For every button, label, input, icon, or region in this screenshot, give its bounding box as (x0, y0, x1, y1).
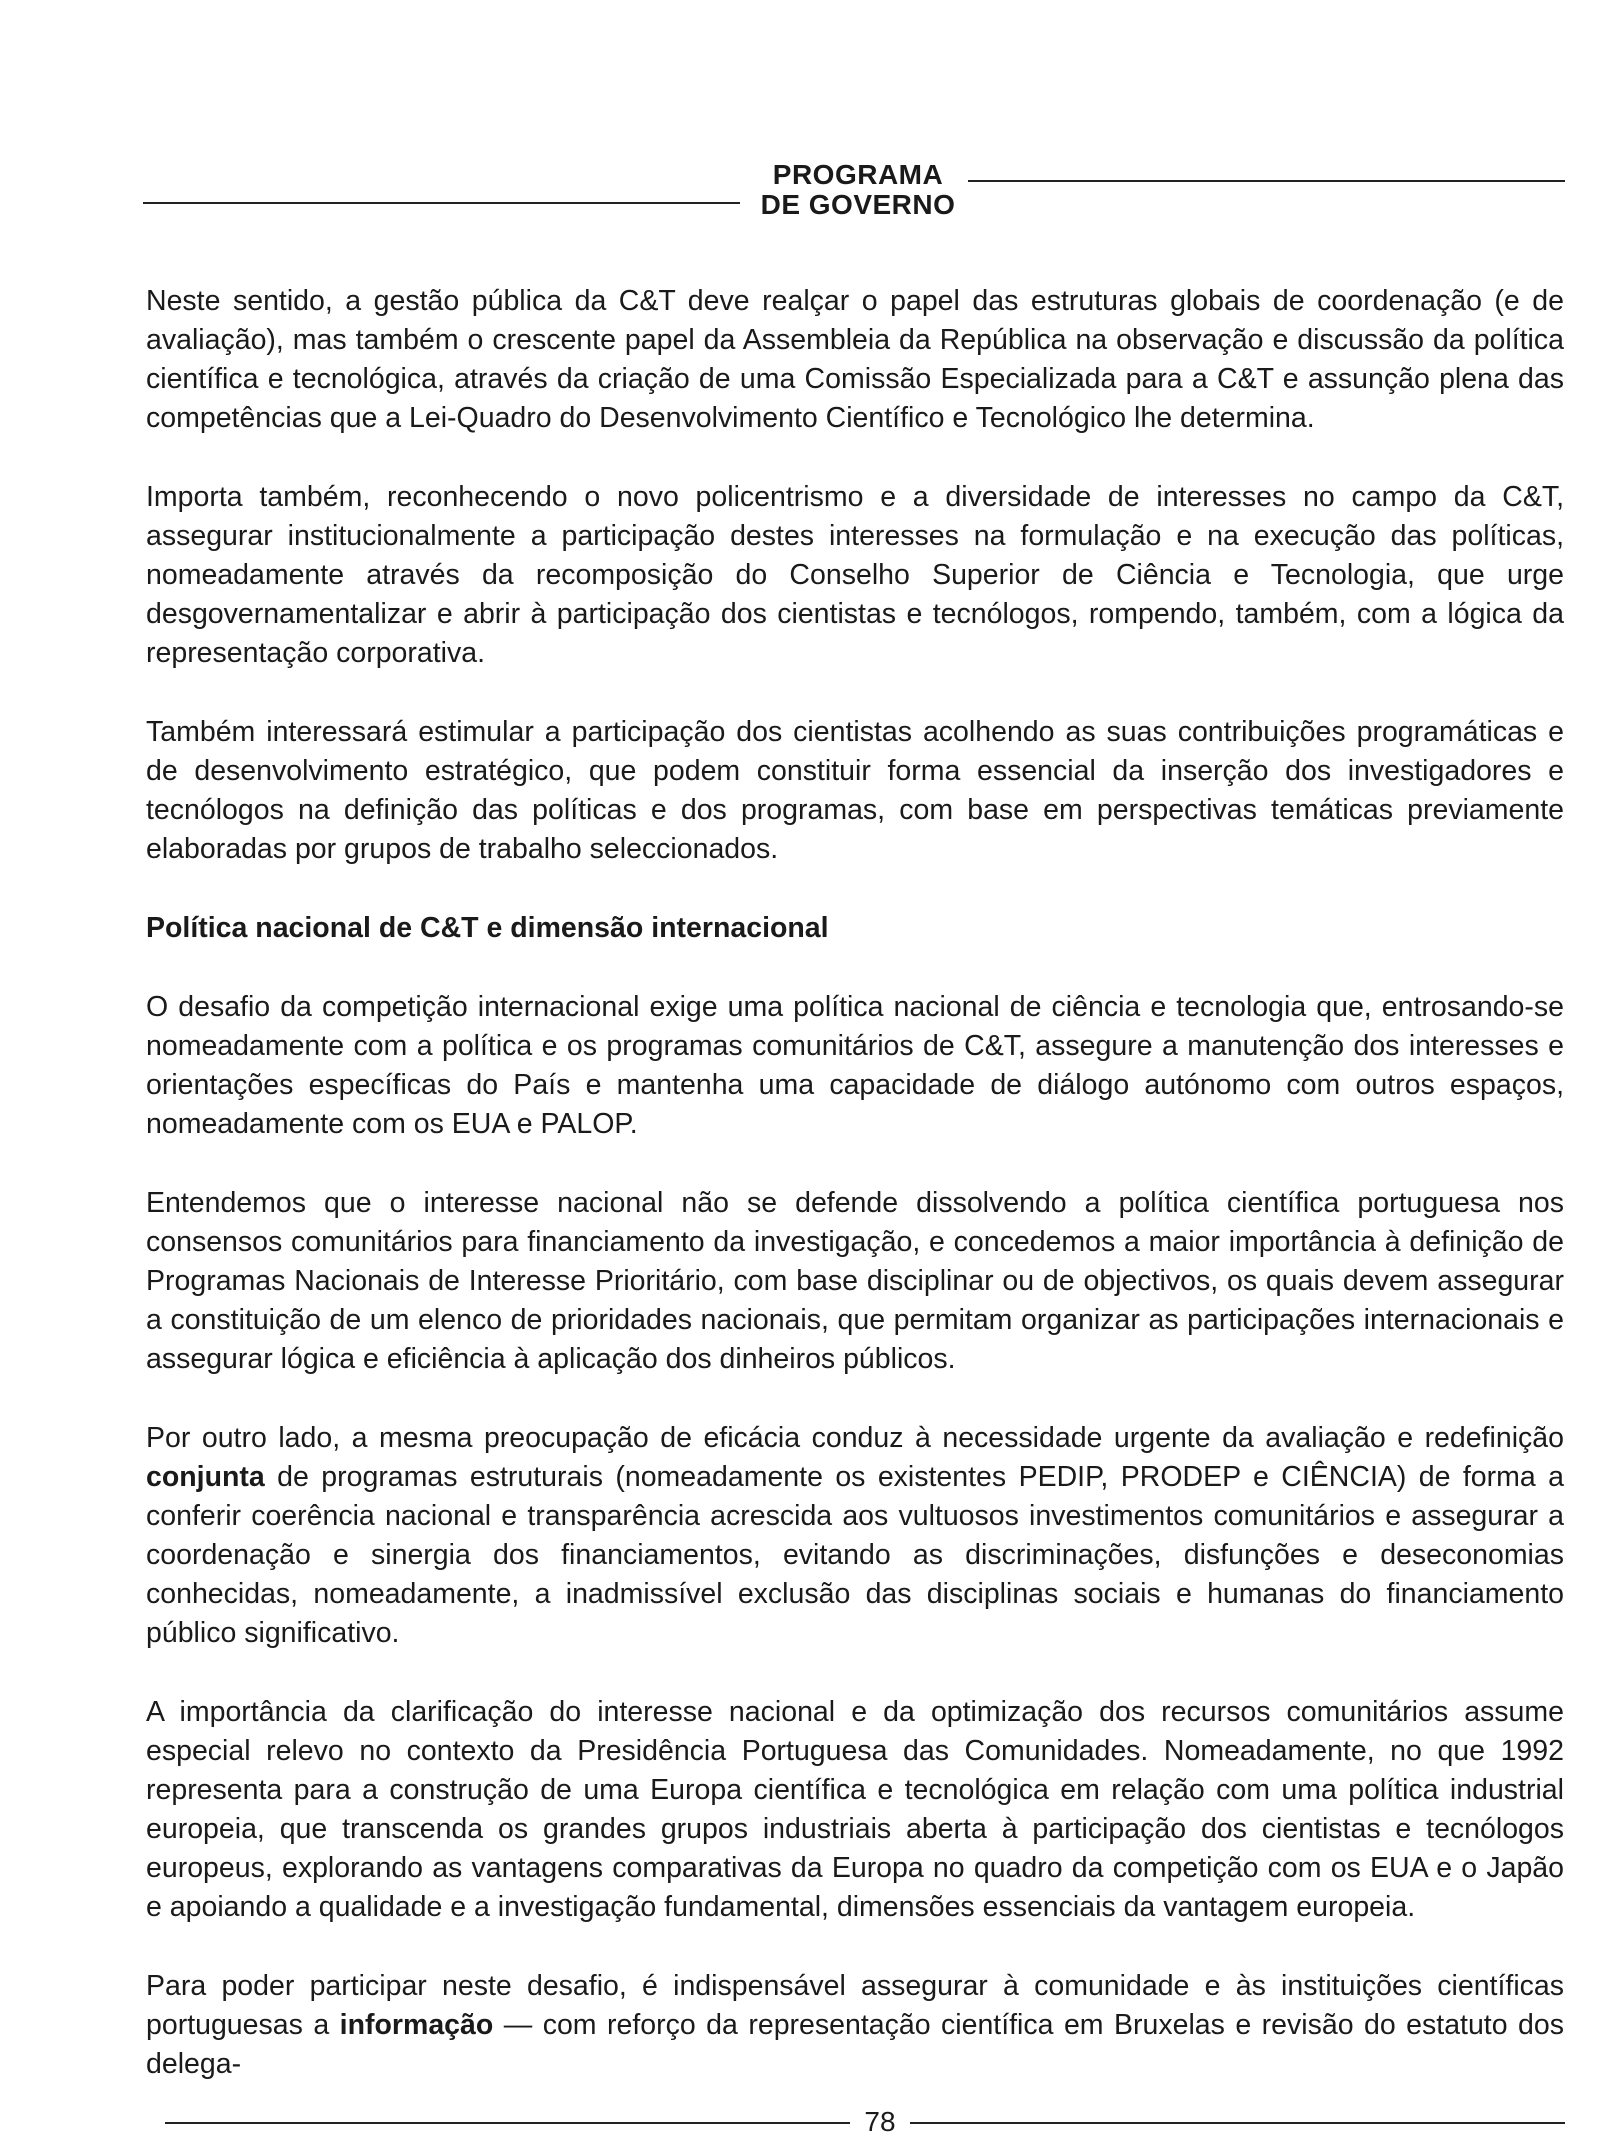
paragraph-2: Importa também, reconhecendo o novo policentrismo e a diversidade de interesses no campo da C&T, assegurar institucionalmente a participação destes interesses na formulação e na execução das políticas, nomeadamente através da recomposição do Conselho Superior de Ciência e Tecnologia, que urge desgovernamentalizar e abrir à participação dos cientistas e tecnólogos, rompendo, também, com a lógica da representação corporativa. (146, 481, 1564, 669)
header-rule-right (968, 180, 1565, 182)
paragraph-1: Neste sentido, a gestão pública da C&T deve realçar o papel das estruturas globais de coordenação (e de avaliação), mas também o crescente papel da Assembleia da República na observação e discussão da política científica e tecnológica, através da criação de uma Comissão Especializada para a C&T e assunção plena das competências que a Lei-Quadro do Desenvolvimento Científico e Tecnológico lhe determina. (146, 285, 1564, 434)
paragraph-8-text-start: Para poder participar neste desafio, é indispensável assegurar à comunidade e às instituições científicas portuguesas a (146, 1970, 1564, 2041)
paragraph-7: A importância da clarificação do interesse nacional e da optimização dos recursos comunitários assume especial relevo no contexto da Presidência Portuguesa das Comunidades. Nomeadamente, no que 1992 representa para a construção de uma Europa científica e tecnológica em relação com uma política industrial europeia, que transcenda os grandes grupos industriais aberta à participação dos cientistas e tecnólogos europeus, explorando as vantagens comparativas da Europa no quadro da competição com os EUA e o Japão e apoiando a qualidade e a investigação fundamental, dimensões essenciais da vantagem europeia. (146, 1696, 1564, 1923)
page-footer (165, 2105, 1565, 2139)
footer-rule-left (165, 2122, 850, 2124)
paragraph-4: O desafio da competição internacional exige uma política nacional de ciência e tecnologia que, entrosando-se nomeadamente com a política e os programas comunitários de C&T, assegure a manutenção dos interesses e orientações específicas do País e mantenha uma capacidade de diálogo autónomo com outros espaços, nomeadamente com os EUA e PALOP. (146, 991, 1564, 1140)
paragraph-6-text-end: de programas estruturais (nomeadamente os existentes PEDIP, PRODEP e CIÊNCIA) de forma a conferir coerência nacional e transparência acrescida aos vultuosos investimentos comunitários e assegurar a coordenação e sinergia dos financiamentos, evitando as discriminações, disfunções e deseconomias conhecidas, nomeadamente, a inadmissível exclusão das disciplinas sociais e humanas do financiamento público significativo. (146, 1461, 1564, 1649)
document-body (146, 282, 1564, 2124)
header-title (753, 160, 963, 220)
header-title-line1: PROGRAMA (772, 159, 944, 190)
paragraph-6-text-start: Por outro lado, a mesma preocupação de eficácia conduz à necessidade urgente da avaliação e redefinição (146, 1422, 1564, 1454)
paragraph-8-text-end: — com reforço da representação científica em Bruxelas e revisão do estatuto dos delega- (146, 2009, 1564, 2080)
page-header (143, 160, 1565, 230)
paragraph-3: Também interessará estimular a participação dos cientistas acolhendo as suas contribuições programáticas e de desenvolvimento estratégico, que podem constituir forma essencial da inserção dos investigadores e tecnólogos na definição das políticas e dos programas, com base em perspectivas temáticas previamente elaboradas por grupos de trabalho seleccionados. (146, 716, 1564, 865)
header-rule-left (143, 202, 740, 204)
section-heading: Política nacional de C&T e dimensão internacional (146, 912, 829, 944)
paragraph-8 (146, 1967, 1564, 2084)
paragraph-6-bold: conjunta (146, 1461, 265, 1493)
footer-rule-right (910, 2122, 1565, 2124)
page-number: 78 (864, 2106, 896, 2137)
paragraph-6 (146, 1419, 1564, 1653)
paragraph-5: Entendemos que o interesse nacional não se defende dissolvendo a política científica portuguesa nos consensos comunitários para financiamento da investigação, e concedemos a maior importância à definição de Programas Nacionais de Interesse Prioritário, com base disciplinar ou de objectivos, os quais devem assegurar a constituição de um elenco de prioridades nacionais, que permitam organizar as participações internacionais e assegurar lógica e eficiência à aplicação dos dinheiros públicos. (146, 1187, 1564, 1375)
header-title-line2: DE GOVERNO (760, 189, 956, 220)
paragraph-8-bold: informação (339, 2009, 494, 2041)
